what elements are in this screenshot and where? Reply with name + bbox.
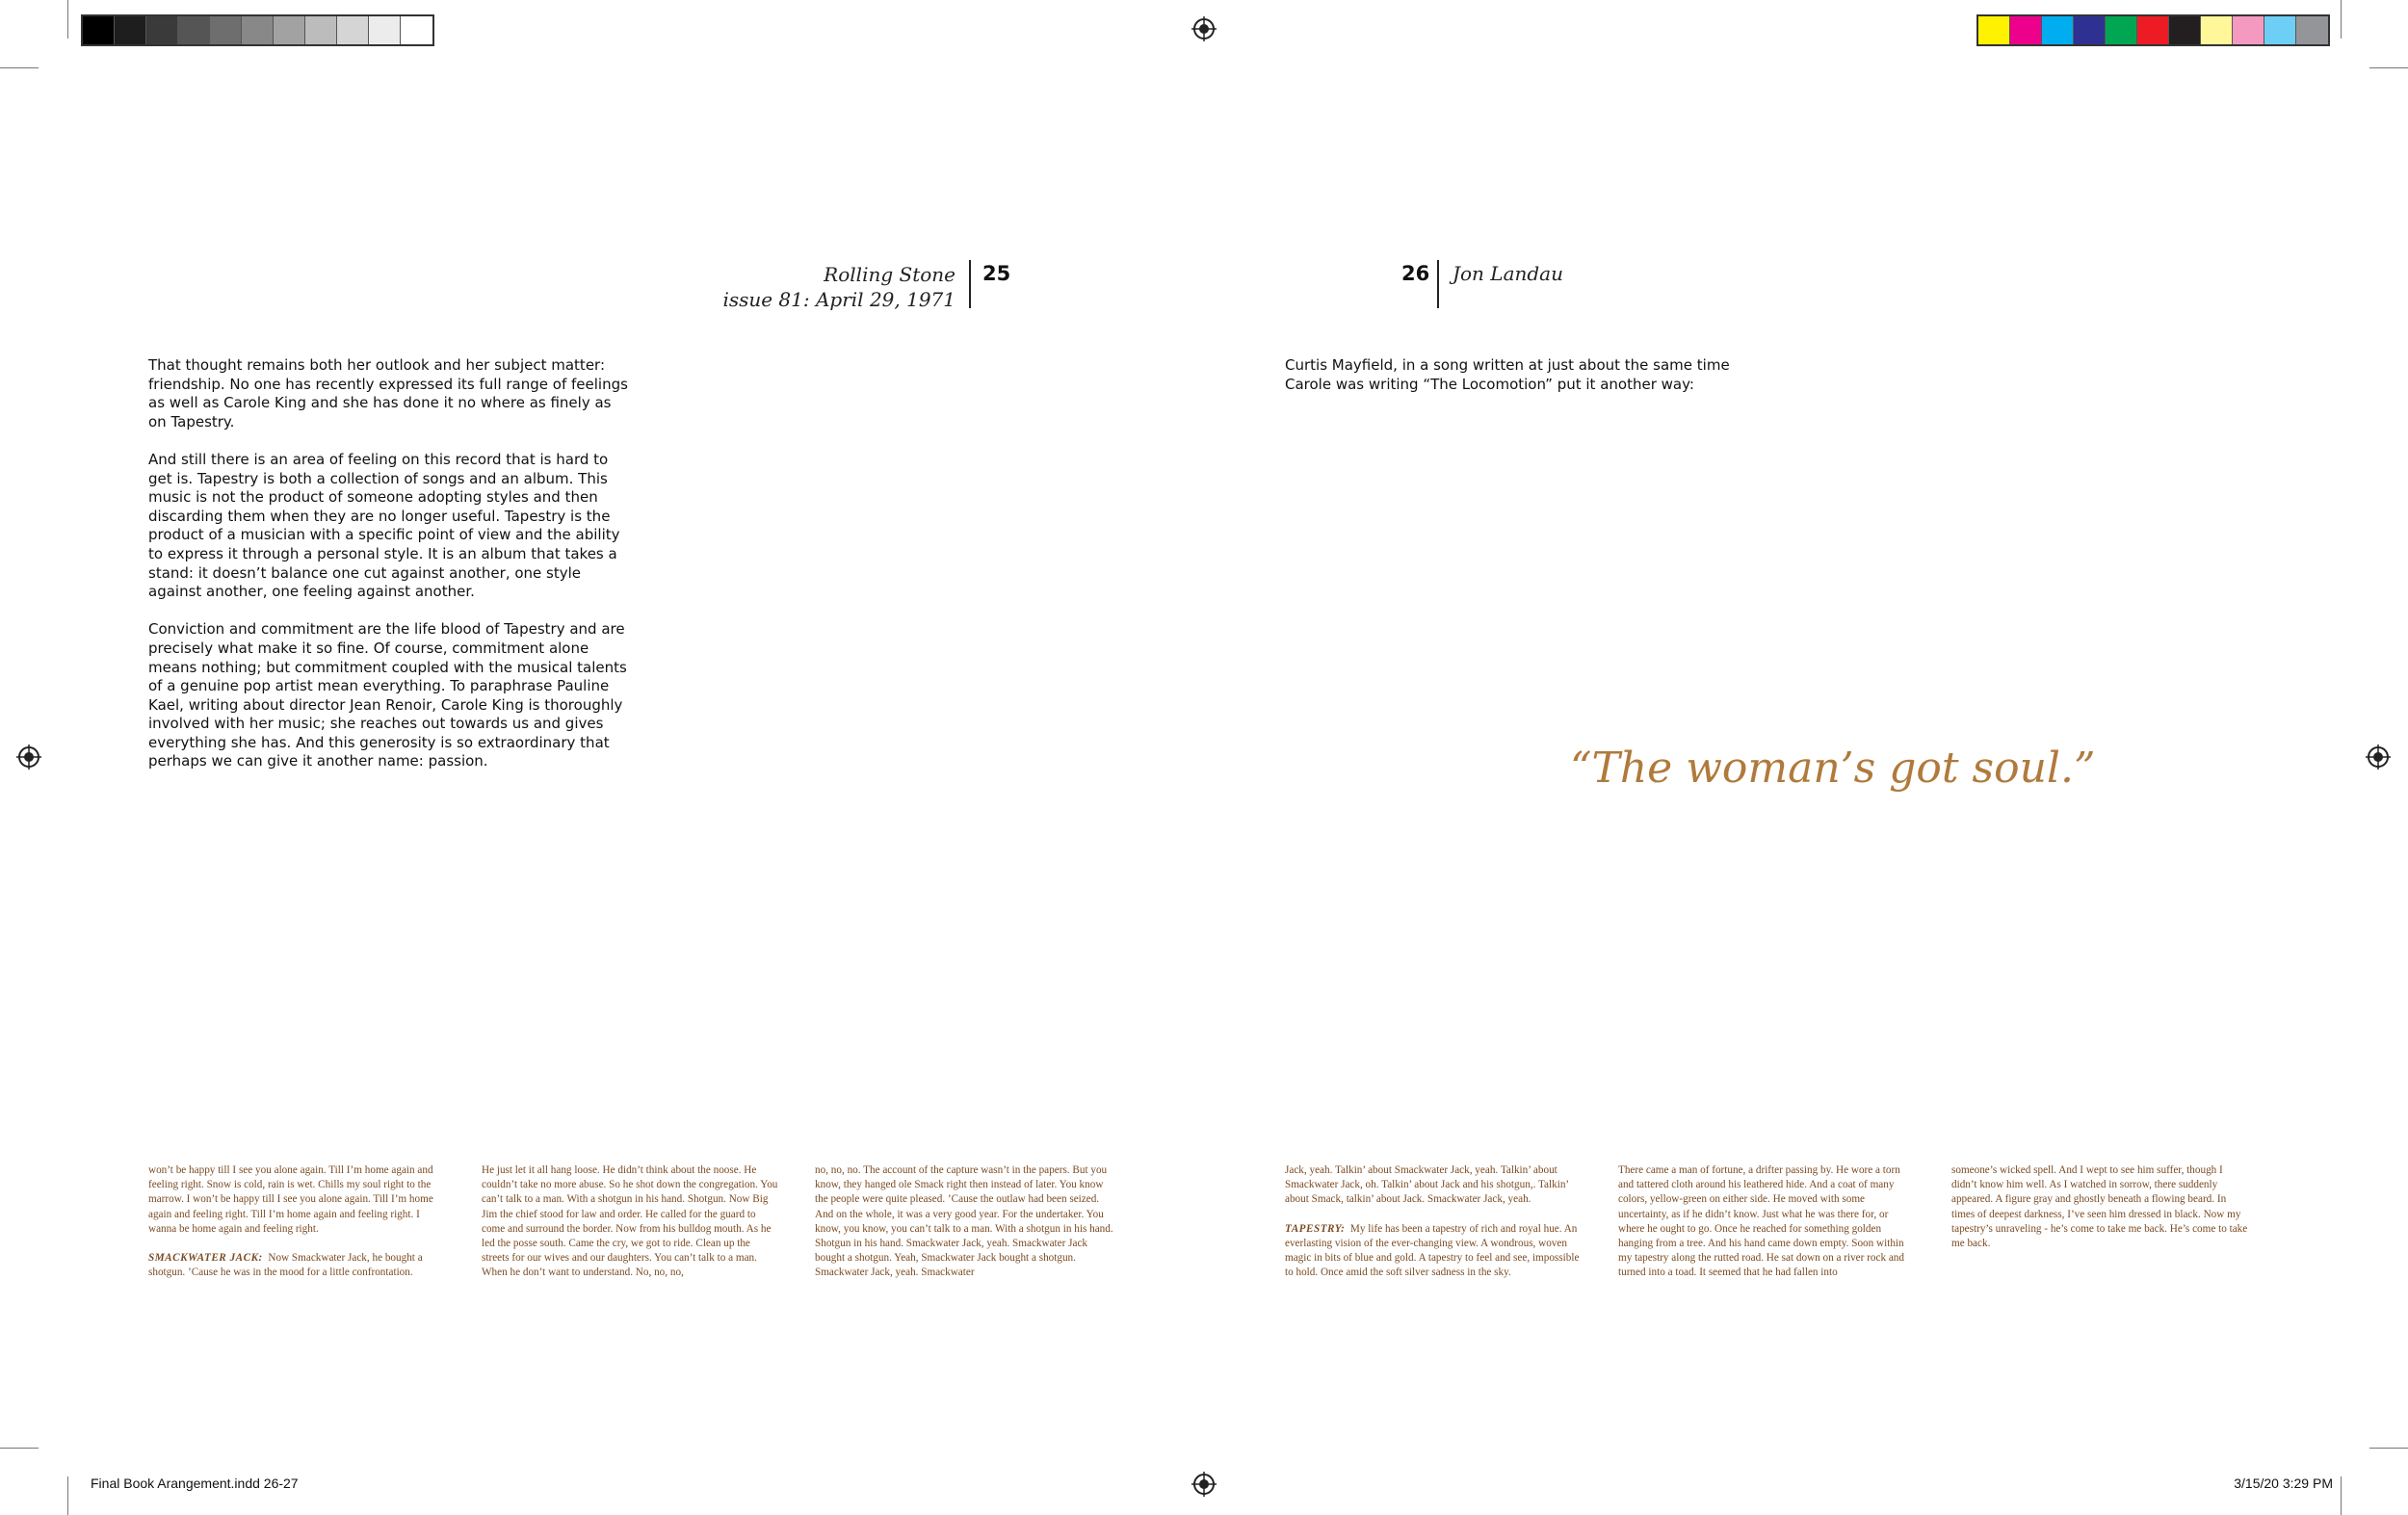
color-swatch bbox=[369, 16, 401, 44]
lyric-text: Now Smackwater Jack, he bought a shotgun. ’Cause he was in the mood for a little confrontation. bbox=[148, 1252, 423, 1279]
color-swatch bbox=[2264, 16, 2296, 44]
color-swatch bbox=[2042, 16, 2074, 44]
color-swatch bbox=[115, 16, 146, 44]
crop-mark bbox=[0, 1448, 39, 1449]
color-swatch bbox=[337, 16, 369, 44]
lyric-text: He just let it all hang loose. He didn’t think about the noose. He couldn’t take no more abuse. So he shot down the congregation. You can’t talk to a man. With a shotgun in his hand. Shotgun. Now Big Jim the chief stood for law and order. He called for the guard to come and surround the border. Now from his bulldog mouth. As he led the posse south. Came the cry, we got to ride. Clean up the streets for our wives and our daughters. You can’t talk to a man. When he don’t want to understand. No, no, no, bbox=[482, 1164, 778, 1279]
page-number-right: 26 bbox=[1401, 262, 1430, 285]
color-swatch bbox=[83, 16, 115, 44]
lyric-text: Jack, yeah. Talkin’ about Smackwater Jack, yeah. Talkin’ about Smackwater Jack, oh. Talkin’ about Jack and his shotgun,. Talkin’ about Smack, talkin’ about Jack. Smackwater Jack, yeah. bbox=[1285, 1164, 1569, 1206]
right-body-text bbox=[1285, 356, 1747, 413]
color-swatch bbox=[2074, 16, 2106, 44]
header-rule bbox=[969, 260, 971, 308]
issue-line: issue 81: April 29, 1971 bbox=[722, 288, 955, 311]
color-swatch bbox=[2137, 16, 2169, 44]
crop-mark bbox=[2369, 1448, 2408, 1449]
color-swatch bbox=[1978, 16, 2010, 44]
lyric-column bbox=[1285, 1163, 1584, 1294]
registration-mark-icon bbox=[1191, 1472, 1217, 1497]
lyric-column bbox=[1951, 1163, 2250, 1266]
registration-mark-icon bbox=[2366, 744, 2391, 770]
color-swatch bbox=[274, 16, 305, 44]
crop-mark bbox=[67, 1476, 68, 1515]
registration-mark-icon bbox=[1191, 16, 1217, 41]
color-swatch bbox=[2296, 16, 2328, 44]
crop-mark bbox=[0, 67, 39, 68]
color-swatch bbox=[2233, 16, 2264, 44]
paragraph: Curtis Mayfield, in a song written at just about the same time Carole was writing “The Locomotion” put it another way: bbox=[1285, 356, 1730, 393]
color-swatch bbox=[305, 16, 337, 44]
color-swatch bbox=[146, 16, 178, 44]
lyric-column bbox=[148, 1163, 447, 1294]
color-swatch bbox=[401, 16, 432, 44]
color-swatch bbox=[210, 16, 242, 44]
header-rule bbox=[1437, 260, 1439, 308]
author-running-head: Jon Landau bbox=[1453, 262, 1563, 285]
publication-title: Rolling Stone bbox=[824, 263, 955, 286]
lyric-text: someone’s wicked spell. And I wept to see him suffer, though I didn’t know him well. As I watched in sorrow, there suddenly appeared. A figure gray and ghostly beneath a flowing beard. In times of deepest darkness, I’ve seen him dressed in black. Now my tapestry’s unraveling - he’s come to take me back. He’s come to take me back. bbox=[1951, 1164, 2248, 1250]
color-swatch bbox=[2106, 16, 2137, 44]
grayscale-color-bar bbox=[81, 14, 434, 46]
color-swatch bbox=[2201, 16, 2233, 44]
color-swatch bbox=[242, 16, 274, 44]
registration-mark-icon bbox=[16, 744, 41, 770]
lyric-text: There came a man of fortune, a drifter passing by. He wore a torn and tattered cloth around his leathered hide. And a coat of many colors, yellow-green on either side. He moved with some uncertainty, as if he didn’t know. Just what he was there for, or where he ought to go. Once he reached for something golden hanging from a tree. And his hand came down empty. Soon within my tapestry along the rutted road. He sat down on a river rock and turned into a toad. It seemed that he had fallen into bbox=[1618, 1164, 1904, 1279]
color-swatch bbox=[2169, 16, 2201, 44]
lyric-text: My life has been a tapestry of rich and royal hue. An everlasting vision of the ever-changing view. A wondrous, woven magic in bits of blue and gold. A tapestry to feel and see, impossible to hold. Once amid the soft silver sadness in the sky. bbox=[1285, 1222, 1580, 1279]
process-color-bar bbox=[1976, 14, 2330, 46]
crop-mark bbox=[2341, 1476, 2342, 1515]
slug-timestamp: 3/15/20 3:29 PM bbox=[2234, 1476, 2333, 1491]
lyric-text: no, no, no. The account of the capture wasn’t in the papers. But you know, they hanged ole Smack right then instead of later. You know the people were quite pleased. ’Cause the outlaw had been seized. And on the whole, it was a very good year. For the undertaker. You know, you know, you can’t talk to a man. With a shotgun in his hand. Shotgun in his hand. Smackwater Jack, yeah. Smackwater Jack bought a shotgun. Yeah, Smackwater Jack bought a shotgun. Smackwater Jack, yeah. Smackwater bbox=[815, 1164, 1113, 1279]
lyric-text: won’t be happy till I see you alone again. Till I’m home again and feeling right. Snow is cold, rain is wet. Chills my soul right to the marrow. I won’t be happy till I see you alone again. Till I’m home again and feeling right. Till I’m home again and feeling right. I wanna be home again and feeling right. bbox=[148, 1164, 433, 1235]
color-swatch bbox=[178, 16, 210, 44]
paragraph: That thought remains both her outlook and her subject matter: friendship. No one has recently expressed its full range of feelings as well as Carole King and she has done it no where as finely as on Tapestry. bbox=[148, 356, 628, 431]
pull-quote: “The woman’s got soul.” bbox=[1570, 744, 2096, 793]
paragraph: Conviction and commitment are the life blood of Tapestry and are precisely what make it so fine. Of course, commitment alone means nothing; but commitment coupled with the musical talents of a genuine pop artist mean everything. To paraphrase Pauline Kael, writing about director Jean Renoir, Carole King is thoroughly involved with her music; she reaches out towards us and gives everything she has. And this generosity is so extraordinary that perhaps we can give it another name: passion. bbox=[148, 620, 627, 771]
crop-mark bbox=[2341, 0, 2342, 39]
slug-filename: Final Book Arangement.indd 26-27 bbox=[91, 1476, 299, 1491]
song-label: TAPESTRY: bbox=[1285, 1222, 1346, 1235]
page-number-left: 25 bbox=[982, 262, 1011, 285]
lyric-column bbox=[482, 1163, 780, 1295]
color-swatch bbox=[2010, 16, 2042, 44]
left-body-text bbox=[148, 356, 630, 791]
paragraph: And still there is an area of feeling on this record that is hard to get is. Tapestry is both a collection of songs and an album. This music is not the product of someone adopting styles and then discarding them when they are no longer useful. Tapestry is the product of a musician with a specific point of view and the ability to express it through a personal style. It is an album that takes a stand: it doesn’t balance one cut against another, one style against another, one feeling against another. bbox=[148, 450, 620, 601]
crop-mark bbox=[2369, 67, 2408, 68]
left-running-head bbox=[722, 262, 955, 312]
lyric-column bbox=[815, 1163, 1113, 1295]
song-label: SMACKWATER JACK: bbox=[148, 1252, 263, 1265]
lyric-column bbox=[1618, 1163, 1917, 1295]
crop-mark bbox=[67, 0, 68, 39]
